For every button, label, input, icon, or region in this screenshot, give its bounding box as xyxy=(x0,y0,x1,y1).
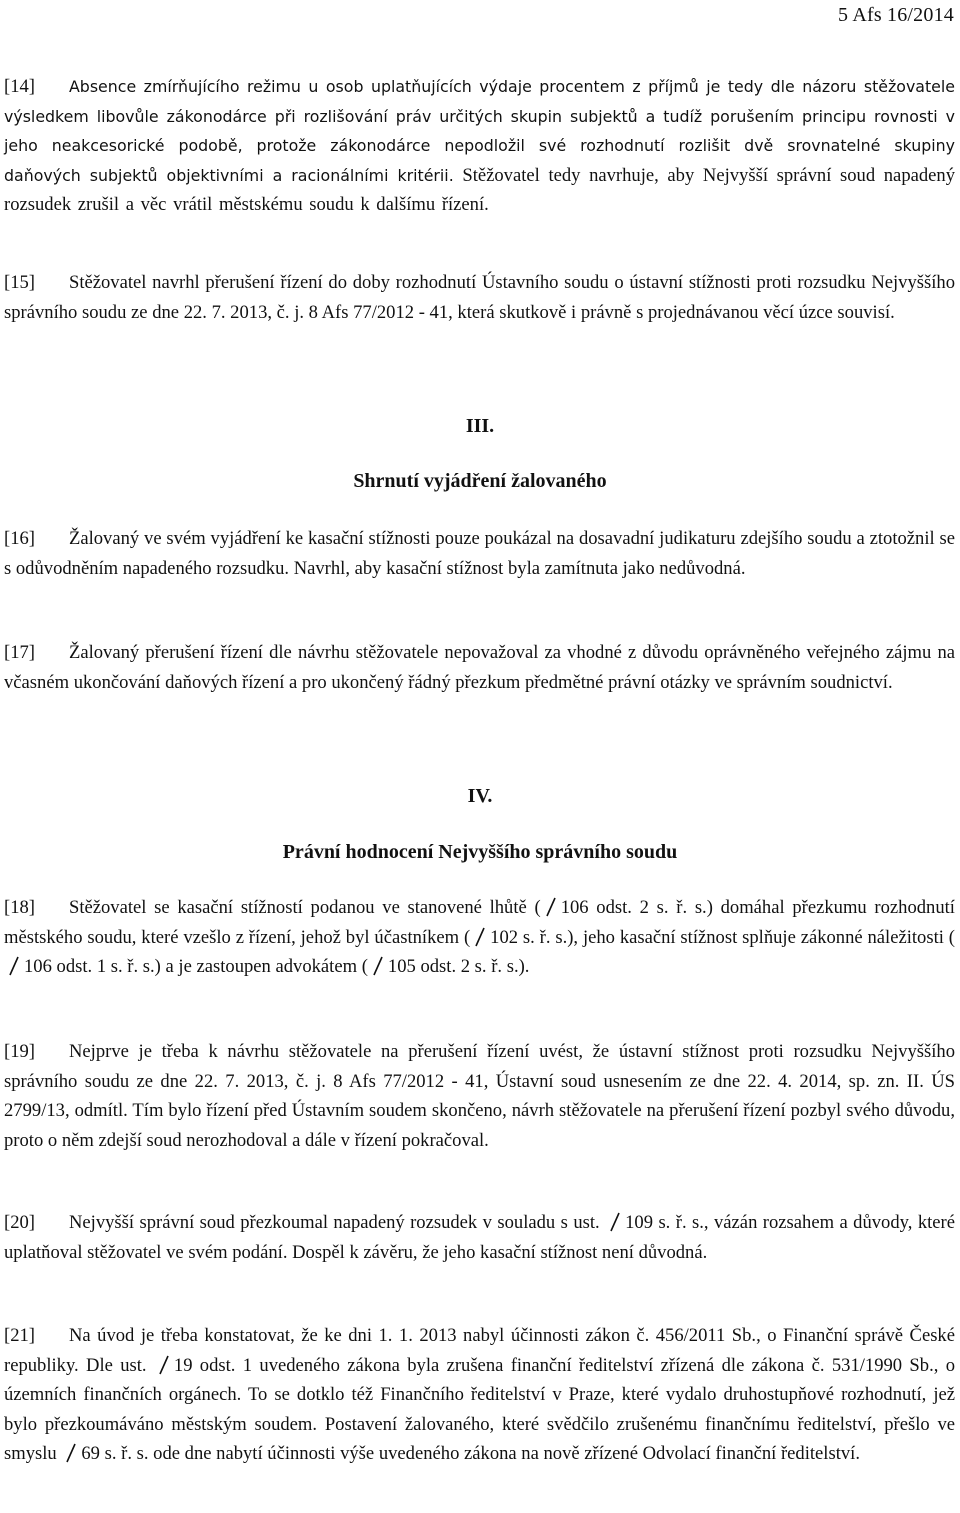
paragraph-text: Nejvyšší správní soud přezkoumal napadený rozsudek v souladu s ust. xyxy=(68,1212,600,1233)
paragraph-number: [15] xyxy=(4,272,35,293)
section-number: IV. xyxy=(467,785,493,807)
paragraph-text: 19 odst. 1 uvedeného zákona byla zrušena finanční ředitelství zřízená dle zákona č. 531/1990 Sb., o územních finančních orgánech. To se dotklo též Finančního ředitelství v Praze, které vydalo druhostupňové rozhodnutí, jež bylo přezkoumáváno městským soudem. Postavení žalovaného, které svědčilo zrušenému finančnímu ředitelství, přešlo ve smyslu xyxy=(4,1354,955,1465)
section-mark-icon xyxy=(542,896,560,918)
section-mark-icon xyxy=(5,955,23,977)
paragraph-text: 102 s. ř. s.), jeho kasační stížnost splňuje zákonné náležitosti ( xyxy=(490,926,955,948)
paragraph-15 xyxy=(4,268,955,327)
paragraph-text: 106 odst. 1 s. ř. s.) a je zastoupen advokátem ( xyxy=(24,956,368,978)
section-mark-icon xyxy=(62,1442,80,1464)
section-mark-icon xyxy=(155,1354,173,1376)
section-mark-icon xyxy=(471,926,489,948)
paragraph-18 xyxy=(4,893,955,982)
paragraph-text: Nejprve je třeba k návrhu stěžovatele na přerušení řízení uvést, že ústavní stížnost proti rozsudku Nejvyššího správního soudu ze dne 22. 7. 2013, č. j. 8 Afs 77/2012 - 41, Ústavní soud usnesením ze dne 22. 4. 2014, sp. zn. II. ÚS 2799/13, odmítl. Tím bylo řízení před Ústavním soudem skončeno, návrh stěžovatele na přerušení řízení pozbyl svého důvodu, proto o něm zdejší soud nerozhodoval a dále v řízení pokračoval. xyxy=(4,1041,955,1151)
paragraph-text: 105 odst. 2 s. ř. s.). xyxy=(387,956,530,978)
case-reference: 5 Afs 16/2014 xyxy=(838,4,954,26)
paragraph-number: [17] xyxy=(4,642,35,663)
paragraph-number: [14] xyxy=(4,76,35,97)
paragraph-text: Žalovaný přerušení řízení dle návrhu stěžovatele nepovažoval za vhodné z důvodu oprávněného veřejného zájmu na včasném ukončování daňových řízení a pro ukončený řádný přezkum předmětné právní otázky ve správním soudnictví. xyxy=(4,642,955,693)
paragraph-16 xyxy=(4,524,955,583)
paragraph-number: [16] xyxy=(4,528,35,549)
paragraph-text-continued: Stěžovatel tedy navrhuje, aby Nejvyšší správní soud napadený rozsudek zrušil a věc vrátil městskému soudu k dalšímu řízení. xyxy=(4,164,956,216)
section-mark-icon xyxy=(369,955,387,977)
paragraph-19 xyxy=(4,1037,955,1155)
paragraph-number: [21] xyxy=(4,1325,35,1346)
paragraph-text: Stěžovatel se kasační stížností podanou ve stanovené lhůtě ( xyxy=(68,897,541,918)
paragraph-17 xyxy=(4,638,955,697)
paragraph-14 xyxy=(4,72,955,220)
paragraph-number: [20] xyxy=(4,1212,35,1233)
paragraph-20 xyxy=(4,1208,955,1267)
paragraph-text: Stěžovatel navrhl přerušení řízení do doby rozhodnutí Ústavního soudu o ústavní stížnosti proti rozsudku Nejvyššího správního soudu ze dne 22. 7. 2013, č. j. 8 Afs 77/2012 - 41, která skutkově i právně s projednávanou věcí úzce souvisí. xyxy=(4,272,955,323)
paragraph-text: Na úvod je třeba konstatovat, že ke dni 1. 1. 2013 nabyl účinnosti zákon č. 456/2011 Sb., o Finanční správě České republiky. Dle ust. xyxy=(4,1325,955,1376)
section-number: III. xyxy=(465,415,495,437)
paragraph-text: Absence zmírňujícího režimu u osob uplatňujících výdaje procentem z příjmů je tedy dle názoru stěžovatele výsledkem libovůle zákonodárce při rozlišování práv určitých skupin subjektů a tudíž porušením principu rovnosti v jeho neakcesorické podobě, protože zákonodárce nepodložil své rozhodnutí rozlišit dvě srovnatelné skupiny daňových subjektů objektivními a racionálními kritérii. xyxy=(4,77,955,185)
paragraph-text: 109 s. ř. s., vázán rozsahem a důvody, které uplatňoval stěžovatel ve svém podání. Dospěl k závěru, že jeho kasační stížnost není důvodná. xyxy=(4,1212,955,1263)
section-title: Shrnutí vyjádření žalovaného xyxy=(353,470,607,492)
paragraph-text: 69 s. ř. s. ode dne nabytí účinnosti výše uvedeného zákona na nově zřízené Odvolací finanční ředitelství. xyxy=(81,1443,860,1465)
paragraph-number: [18] xyxy=(4,897,35,918)
paragraph-text: Žalovaný ve svém vyjádření ke kasační stížnosti pouze poukázal na dosavadní judikaturu zdejšího soudu a ztotožnil se s odůvodněním napadeného rozsudku. Navrhl, aby kasační stížnost byla zamítnuta jako nedůvodná. xyxy=(4,528,955,579)
paragraph-number: [19] xyxy=(4,1041,35,1062)
paragraph-21 xyxy=(4,1321,955,1469)
paragraph-text: 106 odst. 2 s. ř. s.) domáhal přezkumu rozhodnutí městského soudu, které vzešlo z řízení, jehož byl účastníkem ( xyxy=(4,897,955,948)
section-mark-icon xyxy=(606,1211,624,1233)
section-title: Právní hodnocení Nejvyššího správního soudu xyxy=(282,841,678,863)
